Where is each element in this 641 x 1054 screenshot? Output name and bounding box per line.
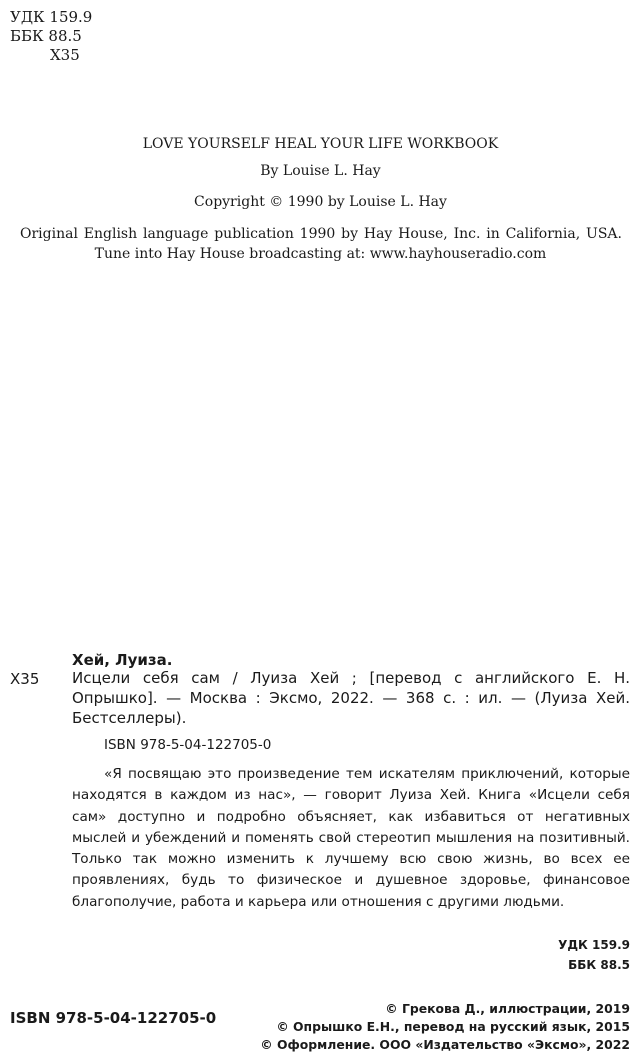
copyright-line: © Опрышко Е.Н., перевод на русский язык, 2015 xyxy=(276,1019,630,1034)
catalog-udk: УДК 159.9 xyxy=(558,938,630,952)
bbk-code: ББК 88.5 xyxy=(10,27,82,45)
author-sign: Х35 xyxy=(50,46,80,64)
bibliographic-description: Исцели себя сам / Луиза Хей ; [перевод с английского Е. Н. Опрышко]. — Москва : Эксмо, 2022. — 368 с. : ил. — (Луиза Хей. Бестселлеры). xyxy=(72,669,630,727)
original-byline: By Louise L. Hay xyxy=(260,163,381,179)
classification-codes xyxy=(10,8,92,65)
annotation: «Я посвящаю это произведение тем искателям приключений, которые находятся в каждом из нас», — говорит Луиза Хей. Книга «Исцели себя сам» доступно и подробно объясняет, как избавиться от негативных мыслей и убеждений и поменять свой стереотип мышления на позитивный. Только так можно изменить к лучшему всю свою жизнь, во всех ее проявлениях, будь то физическое и душевное здоровье, финансовое благополучие, работа и карьера или отношения с другими людьми. xyxy=(72,766,630,910)
copyright-line: © Грекова Д., иллюстрации, 2019 xyxy=(385,1001,630,1016)
catalog-codes xyxy=(558,935,630,975)
copyright-line: © Оформление. ООО «Издательство «Эксмо», 2022 xyxy=(260,1037,630,1052)
original-publication: Original English language publication 1990 by Hay House, Inc. in California, USA. xyxy=(20,226,622,242)
broadcast-line: Tune into Hay House broadcasting at: www.hayhouseradio.com xyxy=(94,246,547,262)
udk-code: УДК 159.9 xyxy=(10,8,93,26)
catalog-isbn: ISBN 978-5-04-122705-0 xyxy=(104,737,272,753)
original-copyright: Copyright © 1990 by Louise L. Hay xyxy=(194,194,447,210)
original-title: LOVE YOURSELF HEAL YOUR LIFE WORKBOOK xyxy=(142,136,499,152)
catalog-author: Хей, Луиза. xyxy=(72,651,173,669)
catalog-author-sign: Х35 xyxy=(10,670,40,688)
copyright-block xyxy=(260,1000,630,1054)
footer-isbn: ISBN 978-5-04-122705-0 xyxy=(10,1009,217,1027)
catalog-bbk: ББК 88.5 xyxy=(568,958,630,972)
